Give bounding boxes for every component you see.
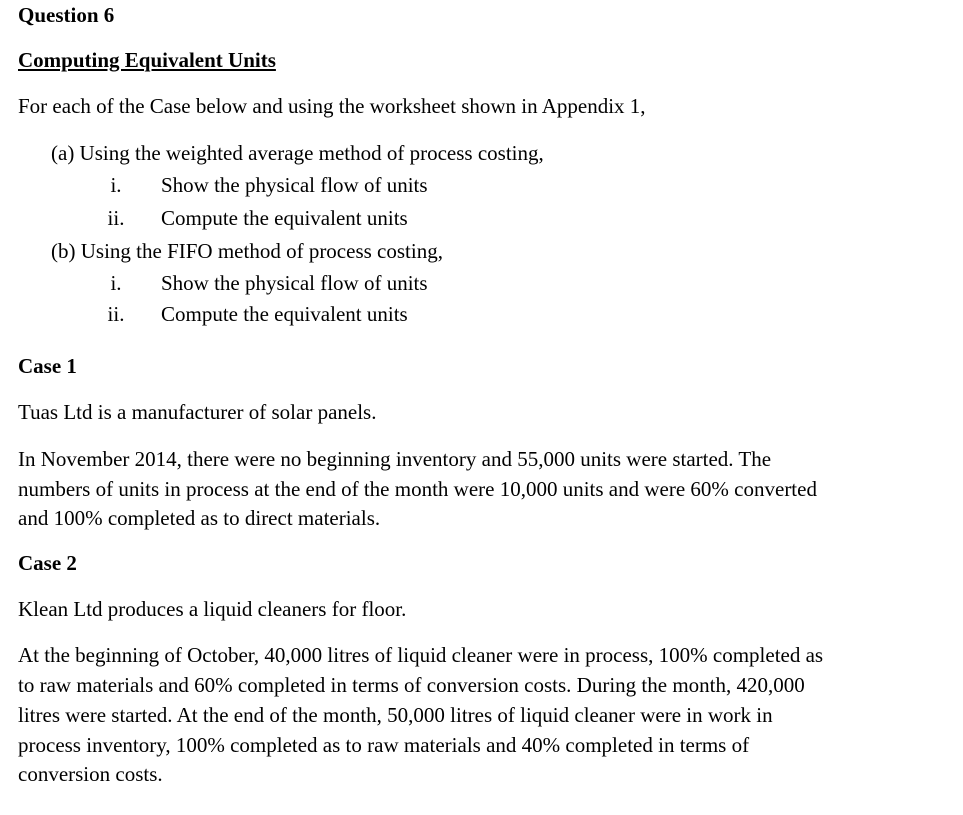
part-a-item-2-text: Compute the equivalent units xyxy=(161,206,408,230)
part-b-item-1-text: Show the physical flow of units xyxy=(161,271,428,295)
case2-para-line-2: to raw materials and 60% completed in terms of conversion costs. During the month, 420,000 xyxy=(18,673,805,697)
case2-para-line-1: At the beginning of October, 40,000 litres of liquid cleaner were in process, 100% completed as xyxy=(18,643,824,667)
case1-para-line-2: numbers of units in process at the end of the month were 10,000 units and were 60% converted xyxy=(18,477,817,501)
case1-para-line-1: In November 2014, there were no beginning inventory and 55,000 units were started. The xyxy=(18,447,772,471)
part-b-item-2-num: ii. xyxy=(107,302,125,326)
question-title: Computing Equivalent Units xyxy=(18,48,276,72)
question-heading: Question 6 xyxy=(18,3,115,27)
case2-para-line-4: process inventory, 100% completed as to raw materials and 40% completed in terms of xyxy=(18,733,750,757)
part-b-label: (b) Using the FIFO method of process costing, xyxy=(51,239,443,263)
case2-heading: Case 2 xyxy=(18,551,77,575)
part-a-label: (a) Using the weighted average method of process costing, xyxy=(51,141,544,165)
part-a-item-1-text: Show the physical flow of units xyxy=(161,173,428,197)
case2-para-line-3: litres were started. At the end of the month, 50,000 litres of liquid cleaner were in work in xyxy=(18,703,773,727)
case1-intro: Tuas Ltd is a manufacturer of solar panels. xyxy=(18,400,377,424)
part-a-item-2-num: ii. xyxy=(107,206,125,230)
case1-para-line-3: and 100% completed as to direct materials. xyxy=(18,506,381,530)
part-b-item-2-text: Compute the equivalent units xyxy=(161,302,408,326)
case2-para-line-5: conversion costs. xyxy=(18,762,163,786)
part-a-item-1-num: i. xyxy=(110,173,122,197)
case1-heading: Case 1 xyxy=(18,354,77,378)
question-intro: For each of the Case below and using the worksheet shown in Appendix 1, xyxy=(18,94,646,118)
part-b-item-1-num: i. xyxy=(110,271,122,295)
case2-intro: Klean Ltd produces a liquid cleaners for floor. xyxy=(18,597,407,621)
